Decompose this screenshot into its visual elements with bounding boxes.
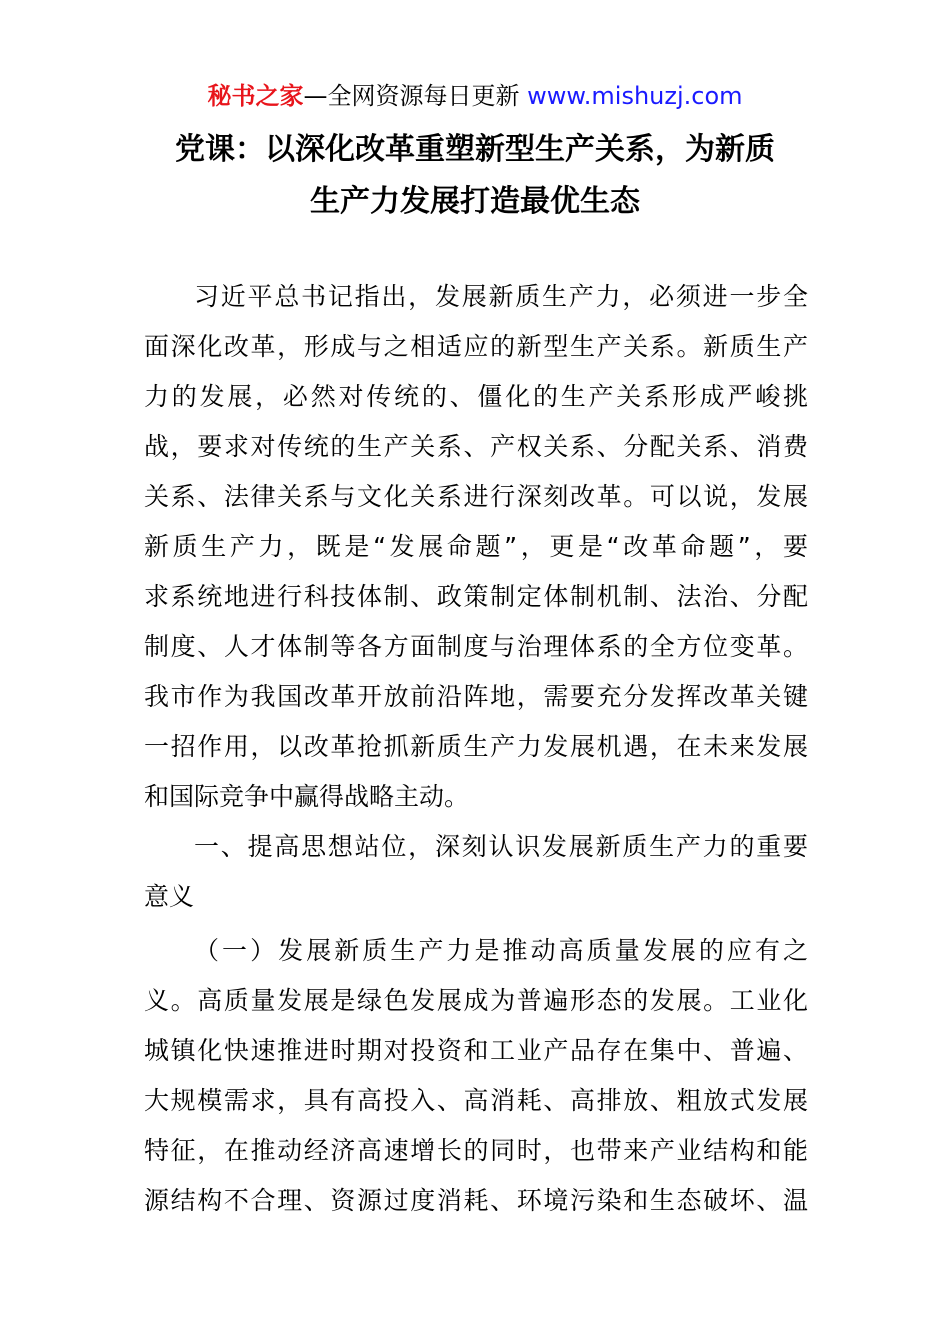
brand-name: 秘书之家 — [207, 82, 304, 110]
paragraph-line: 义。高质量发展是绿色发展成为普遍形态的发展。工业化 — [144, 986, 808, 1015]
header-tagline: —全网资源每日更新 — [303, 82, 520, 110]
paragraph-line: 力的发展，必然对传统的、僵化的生产关系形成严峻挑 — [144, 382, 808, 411]
paragraph-line: （一）发展新质生产力是推动高质量发展的应有之 — [194, 936, 808, 965]
title-line-2: 生产力发展打造最优生态 — [310, 184, 640, 219]
paragraph-line: 新质生产力，既是“发展命题”，更是“改革命题”，要 — [144, 532, 808, 561]
paragraph-line: 大规模需求，具有高投入、高消耗、高排放、粗放式发展 — [144, 1086, 808, 1115]
paragraph-line: 一招作用，以改革抢抓新质生产力发展机遇，在未来发展 — [144, 732, 808, 761]
paragraph-line: 关系、法律关系与文化关系进行深刻改革。可以说，发展 — [144, 482, 808, 511]
paragraph-line: 我市作为我国改革开放前沿阵地，需要充分发挥改革关键 — [144, 682, 808, 711]
paragraph-line: 求系统地进行科技体制、政策制定体制机制、法治、分配 — [144, 582, 808, 611]
paragraph-line: 习近平总书记指出，发展新质生产力，必须进一步全 — [194, 282, 808, 311]
section-heading-line: 一、提高思想站位，深刻认识发展新质生产力的重要 — [194, 832, 808, 861]
paragraph-line: 和国际竞争中赢得战略主动。 — [144, 782, 470, 811]
paragraph-line: 战，要求对传统的生产关系、产权关系、分配关系、消费 — [144, 432, 808, 461]
site-url-link[interactable]: www.mishuzj.com — [519, 82, 743, 110]
paragraph-line: 特征，在推动经济高速增长的同时，也带来产业结构和能 — [144, 1136, 808, 1165]
document-title — [100, 124, 850, 228]
page-header — [0, 80, 950, 112]
section-heading-line: 意义 — [144, 882, 195, 911]
paragraph-line: 源结构不合理、资源过度消耗、环境污染和生态破坏、温 — [144, 1186, 808, 1215]
paragraph-line: 制度、人才体制等各方面制度与治理体系的全方位变革。 — [144, 632, 808, 661]
title-line-1: 党课：以深化改革重塑新型生产关系，为新质 — [175, 132, 775, 167]
document-body — [144, 272, 808, 1226]
paragraph-line: 面深化改革，形成与之相适应的新型生产关系。新质生产 — [144, 332, 808, 361]
paragraph-line: 城镇化快速推进时期对投资和工业产品存在集中、普遍、 — [144, 1036, 808, 1065]
